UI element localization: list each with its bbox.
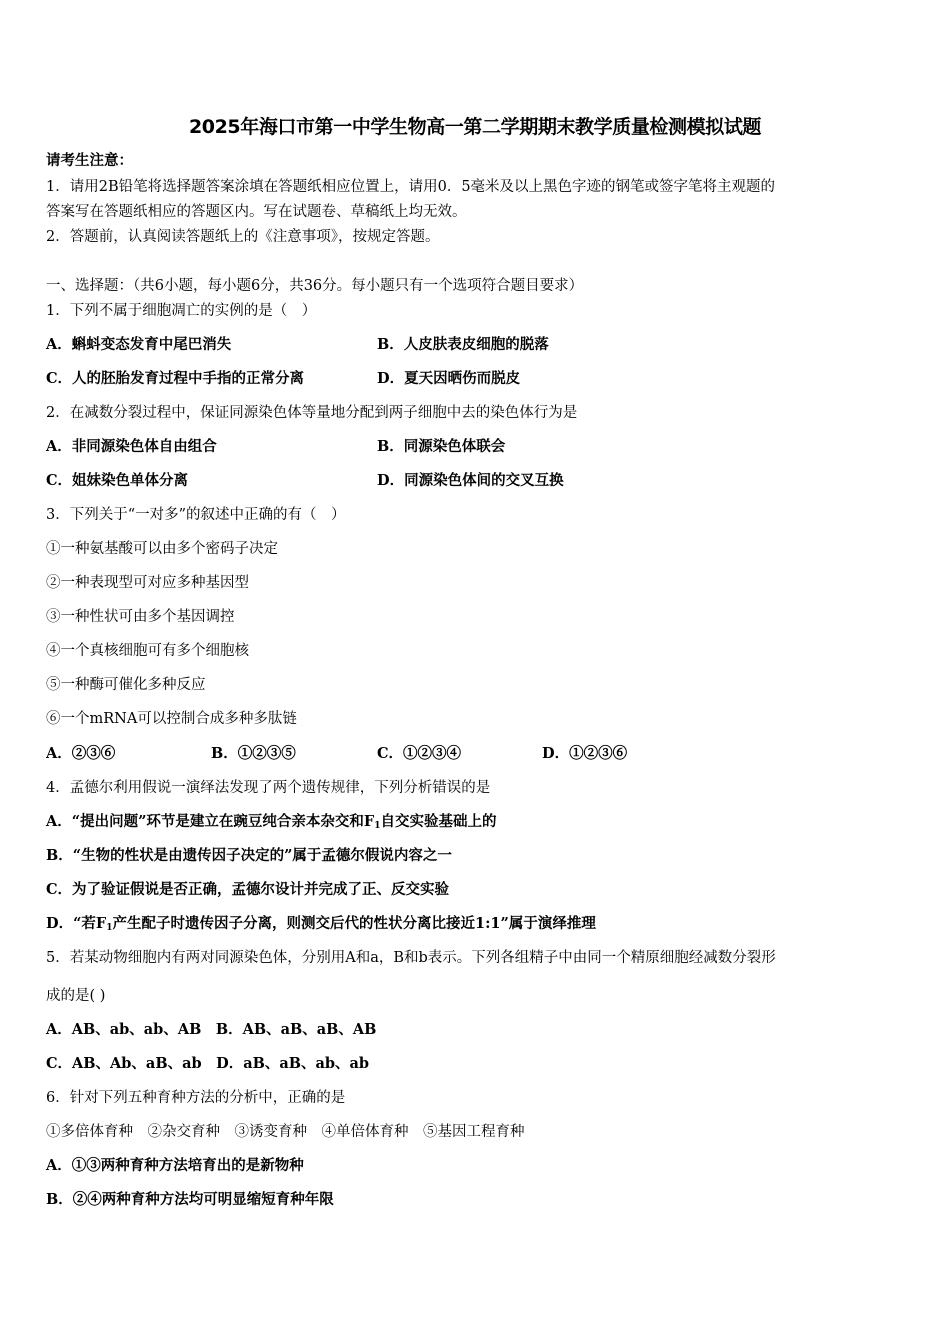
notice-item-1-line-1: 1．请用2B铅笔将选择题答案涂填在答题纸相应位置上，请用0．5毫米及以上黑色字迹的钢笔或签字笔将主观题的 [46, 179, 776, 195]
q5-options-a-b: A．AB、ab、ab、AB B．AB、aB、aB、AB [46, 1021, 377, 1038]
q6-option-a: A．①③两种育种方法培育出的是新物种 [46, 1157, 304, 1174]
q2-option-c: C．姐妹染色单体分离 [46, 472, 189, 489]
q3-statement-3: ③一种性状可由多个基因调控 [46, 609, 235, 625]
q2-option-b: B．同源染色体联会 [377, 438, 506, 455]
q4-option-a-subscript: 1 [374, 821, 381, 831]
q3-stem: 3．下列关于“一对多”的叙述中正确的有（ ） [46, 507, 346, 523]
section-heading: 一、选择题：（共6小题，每小题6分，共36分。每小题只有一个选项符合题目要求） [46, 278, 584, 294]
q4-stem: 4．孟德尔利用假说一演绎法发现了两个遗传规律，下列分析错误的是 [46, 780, 491, 796]
q4-option-c: C．为了验证假说是否正确，孟德尔设计并完成了正、反交实验 [46, 881, 450, 898]
q5-stem-line-1: 5．若某动物细胞内有两对同源染色体，分别用A和a，B和b表示。下列各组精子中由同一个精原细胞经减数分裂形 [46, 950, 776, 966]
q1-option-b: B．人皮肤表皮细胞的脱落 [377, 336, 549, 353]
q3-statement-5: ⑤一种酶可催化多种反应 [46, 677, 206, 693]
notice-item-1-line-2: 答案写在答题纸相应的答题区内。写在试题卷、草稿纸上均无效。 [46, 204, 467, 220]
q3-option-a: A．②③⑥ [46, 745, 116, 762]
q3-option-b: B．①②③⑤ [211, 745, 296, 762]
q4-option-b: B．“生物的性状是由遗传因子决定的”属于孟德尔假说内容之一 [46, 847, 452, 864]
q6-methods: ①多倍体育种 ②杂交育种 ③诱变育种 ④单倍体育种 ⑤基因工程育种 [46, 1124, 525, 1140]
q3-statement-2: ②一种表现型可对应多种基因型 [46, 575, 249, 591]
q4-option-d-text-end: 产生配子时遗传因子分离，则测交后代的性状分离比接近1:1”属于演绎推理 [112, 915, 596, 932]
notice-item-2: 2．答题前，认真阅读答题纸上的《注意事项》，按规定答题。 [46, 229, 440, 245]
q3-option-d: D．①②③⑥ [542, 745, 628, 762]
q2-option-a: A．非同源染色体自由组合 [46, 438, 217, 455]
q4-option-a-text-end: 自交实验基础上的 [380, 813, 497, 830]
q6-option-b: B．②④两种育种方法均可明显缩短育种年限 [46, 1191, 334, 1208]
q3-statement-1: ①一种氨基酸可以由多个密码子决定 [46, 541, 278, 557]
q4-option-d [46, 914, 596, 938]
q2-option-d: D．同源染色体间的交叉互换 [377, 472, 564, 489]
q1-option-d: D．夏天因晒伤而脱皮 [377, 370, 521, 387]
q4-option-a-text: A．“提出问题”环节是建立在豌豆纯合亲本杂交和F [46, 813, 375, 830]
q3-option-c: C．①②③④ [377, 745, 462, 762]
q4-option-d-text: D．“若F [46, 915, 107, 932]
q3-statement-4: ④一个真核细胞可有多个细胞核 [46, 643, 249, 659]
page-title: 2025年海口市第一中学生物高一第二学期期末教学质量检测模拟试题 [188, 116, 762, 138]
q3-statement-6: ⑥一个mRNA可以控制合成多种多肽链 [46, 711, 297, 727]
q5-stem-line-2: 成的是( ) [46, 988, 106, 1004]
q1-option-a: A．蝌蚪变态发育中尾巴消失 [46, 336, 232, 353]
notice-heading: 请考生注意： [46, 152, 133, 169]
q6-stem: 6．针对下列五种育种方法的分析中，正确的是 [46, 1090, 346, 1106]
q4-option-a [46, 812, 497, 836]
q1-stem: 1．下列不属于细胞凋亡的实例的是（ ） [46, 303, 317, 319]
q5-options-c-d: C．AB、Ab、aB、ab D．aB、aB、ab、ab [46, 1055, 370, 1072]
q1-option-c: C．人的胚胎发育过程中手指的正常分离 [46, 370, 305, 387]
q2-stem: 2．在减数分裂过程中，保证同源染色体等量地分配到两子细胞中去的染色体行为是 [46, 405, 578, 421]
q4-option-d-subscript: 1 [106, 923, 113, 933]
